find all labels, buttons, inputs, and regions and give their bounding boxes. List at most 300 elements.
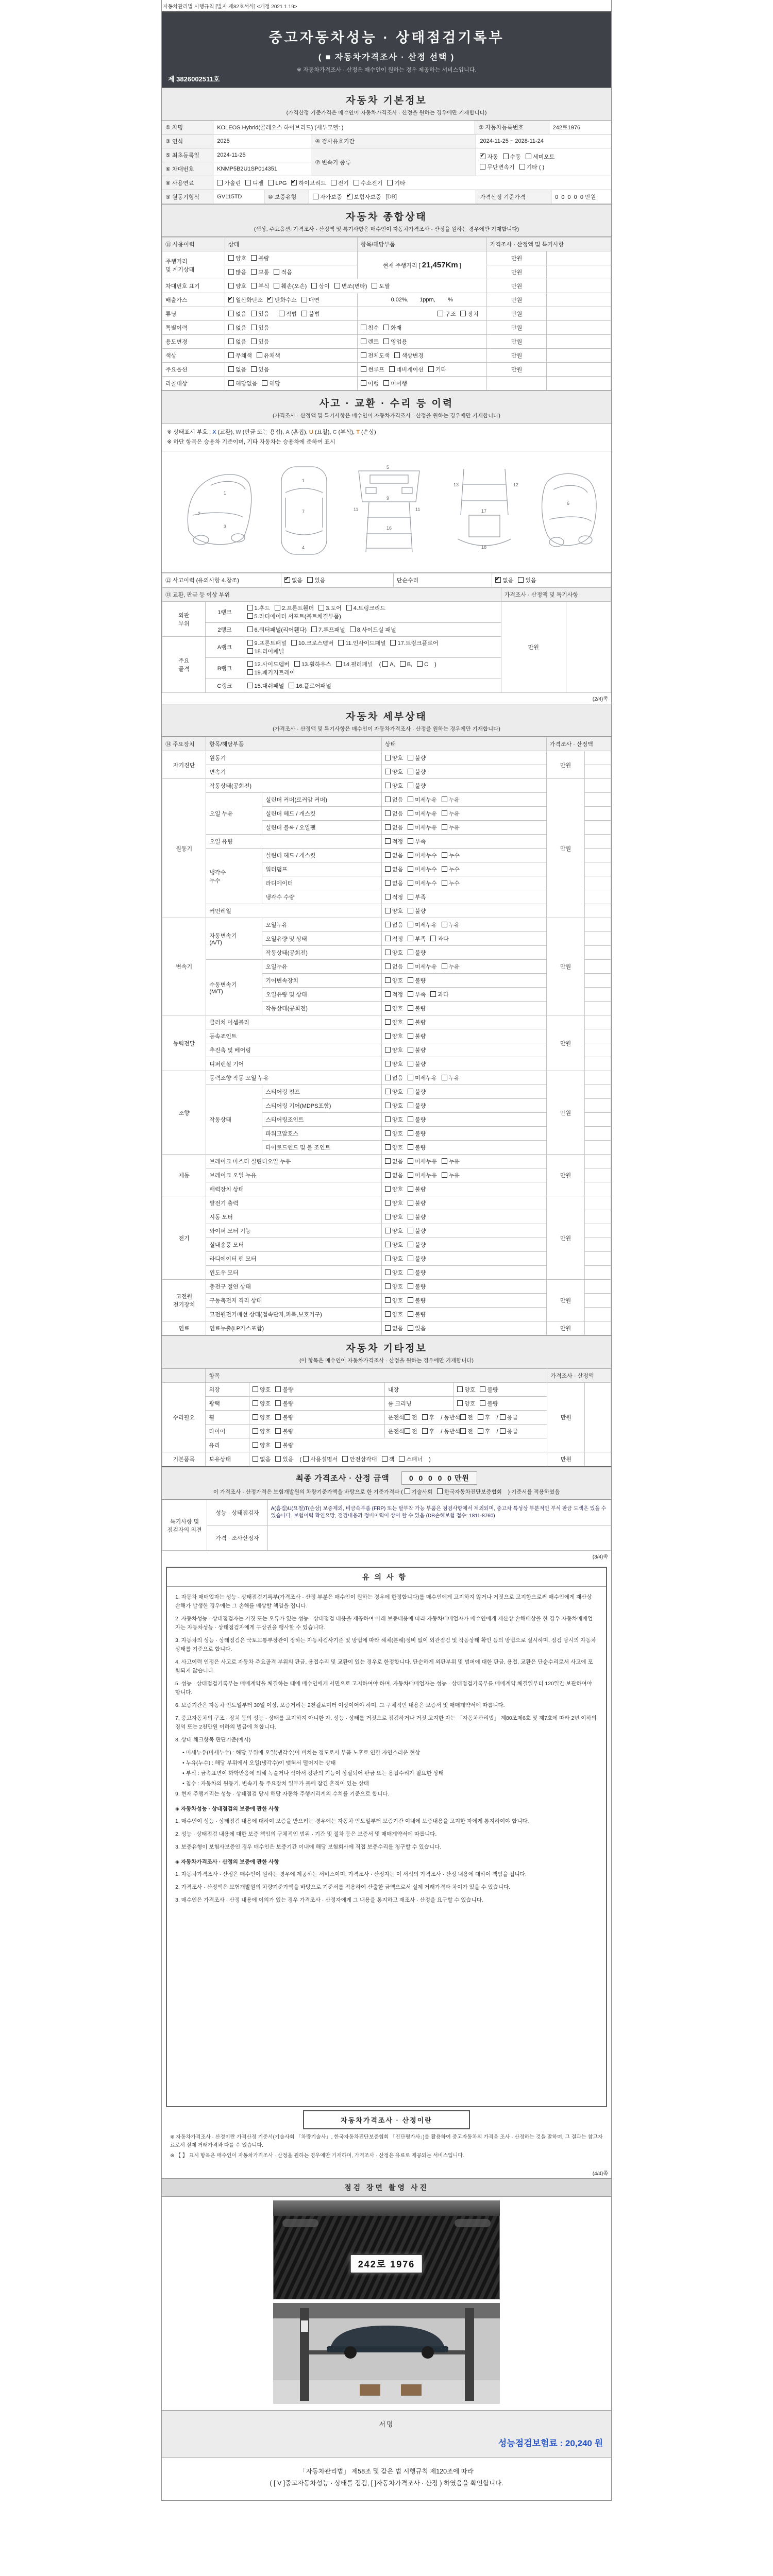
checkbox[interactable]: [342, 1456, 348, 1462]
checkbox[interactable]: [478, 1428, 483, 1434]
checkbox[interactable]: [228, 255, 234, 261]
checkbox[interactable]: [338, 640, 344, 646]
checkbox[interactable]: [500, 1414, 506, 1420]
checkbox-option[interactable]: 양호: [385, 1018, 403, 1026]
checkbox[interactable]: [385, 810, 391, 816]
checkbox-option[interactable]: 불량: [408, 1115, 426, 1124]
checkbox[interactable]: [408, 1116, 413, 1122]
checkbox-option[interactable]: 미세누유: [408, 1171, 437, 1179]
checkbox-option[interactable]: 불량: [408, 768, 426, 776]
checkbox-option[interactable]: C: [417, 661, 428, 668]
checkbox[interactable]: [442, 963, 447, 969]
checkbox[interactable]: [303, 1456, 309, 1462]
checkbox-option[interactable]: 장치: [460, 310, 478, 318]
checkbox-option[interactable]: 가솔린: [217, 179, 241, 187]
checkbox[interactable]: [275, 1386, 281, 1392]
checkbox[interactable]: [262, 380, 267, 386]
checkbox-option[interactable]: 없음: [228, 365, 246, 374]
checkbox[interactable]: [480, 164, 485, 170]
checkbox-option[interactable]: 훼손(오손): [274, 282, 307, 290]
checkbox-option[interactable]: 수소전기: [354, 179, 383, 187]
checkbox-option[interactable]: 양호: [385, 1004, 403, 1012]
checkbox-option[interactable]: 이행: [361, 379, 379, 387]
checkbox[interactable]: [385, 894, 391, 900]
checkbox-option[interactable]: 불량: [408, 1185, 426, 1193]
checkbox-option[interactable]: 누유: [442, 921, 460, 929]
checkbox[interactable]: [268, 180, 274, 185]
checkbox-option[interactable]: 불량: [408, 1255, 426, 1263]
checkbox[interactable]: [385, 922, 391, 927]
checkbox-option[interactable]: 12.사이드멤버: [247, 660, 290, 668]
checkbox[interactable]: [354, 180, 359, 185]
checkbox-option[interactable]: 4.트렁크리드: [346, 604, 385, 612]
checkbox[interactable]: [385, 1172, 391, 1178]
checkbox[interactable]: [346, 605, 352, 611]
checkbox[interactable]: [387, 180, 393, 185]
checkbox-option[interactable]: 없음: [385, 1157, 403, 1165]
checkbox-option[interactable]: 양호: [228, 282, 246, 290]
checkbox-option[interactable]: 화재: [383, 324, 401, 332]
checkbox[interactable]: [385, 1242, 391, 1247]
checkbox[interactable]: [442, 810, 447, 816]
checkbox[interactable]: [430, 991, 436, 997]
checkbox-option[interactable]: 양호: [385, 1185, 403, 1193]
checkbox[interactable]: [228, 269, 234, 275]
checkbox-option[interactable]: 없음: [385, 823, 403, 832]
checkbox-option[interactable]: 양호: [253, 1413, 271, 1421]
checkbox-option[interactable]: 적법: [279, 310, 297, 318]
checkbox-option[interactable]: 과다: [430, 935, 448, 943]
checkbox[interactable]: [301, 297, 307, 302]
checkbox-option[interactable]: 불량: [408, 1004, 426, 1012]
checkbox[interactable]: [408, 1019, 413, 1025]
checkbox-option[interactable]: 불량: [275, 1413, 293, 1421]
checkbox[interactable]: [408, 1075, 413, 1080]
checkbox[interactable]: [408, 977, 413, 983]
checkbox-option[interactable]: 15.대쉬패널: [247, 682, 284, 690]
checkbox-option[interactable]: 양호: [385, 1255, 403, 1263]
checkbox-option[interactable]: ✔ 없음: [495, 576, 513, 584]
checkbox[interactable]: [408, 1242, 413, 1247]
checkbox-option[interactable]: 미세누유: [408, 823, 437, 832]
checkbox-option[interactable]: 없음: [228, 337, 246, 346]
checkbox-option[interactable]: 미세누유: [408, 962, 437, 971]
checkbox-option[interactable]: 무채색: [228, 351, 252, 360]
checkbox-option[interactable]: 없음: [385, 962, 403, 971]
checkbox[interactable]: [408, 1033, 413, 1039]
checkbox[interactable]: [228, 380, 234, 386]
checkbox-option[interactable]: 썬루프: [361, 365, 384, 374]
checkbox-option[interactable]: 없음: [228, 324, 246, 332]
checkbox[interactable]: [336, 661, 342, 667]
checkbox-option[interactable]: 양호: [385, 1046, 403, 1054]
checkbox[interactable]: [253, 1414, 258, 1420]
checkbox[interactable]: [385, 1061, 391, 1066]
checkbox-option[interactable]: 없음: [228, 310, 246, 318]
checkbox[interactable]: [519, 164, 525, 170]
checkbox[interactable]: [385, 1144, 391, 1150]
checkbox[interactable]: [251, 311, 257, 316]
checkbox[interactable]: [408, 769, 413, 774]
checkbox[interactable]: [408, 950, 413, 955]
checkbox[interactable]: [480, 154, 485, 159]
checkbox-option[interactable]: 잭: [382, 1455, 395, 1463]
checkbox-option[interactable]: 누수: [442, 851, 460, 859]
checkbox[interactable]: [430, 936, 436, 941]
checkbox-option[interactable]: 양호: [253, 1385, 271, 1394]
checkbox-option[interactable]: 누유: [442, 1171, 460, 1179]
checkbox[interactable]: [251, 338, 257, 344]
checkbox[interactable]: [247, 648, 253, 654]
checkbox-option[interactable]: 누유: [442, 823, 460, 832]
checkbox-option[interactable]: 양호: [385, 1088, 403, 1096]
checkbox-option[interactable]: 변조(변타): [334, 282, 367, 290]
checkbox[interactable]: [457, 1400, 463, 1406]
checkbox[interactable]: [267, 297, 273, 302]
checkbox-option[interactable]: 매연: [301, 296, 320, 304]
checkbox[interactable]: [361, 338, 366, 344]
checkbox[interactable]: [275, 1414, 281, 1420]
checkbox[interactable]: [385, 1005, 391, 1011]
checkbox-option[interactable]: 양호: [385, 1115, 403, 1124]
checkbox-option[interactable]: 미이행: [383, 379, 407, 387]
checkbox-option[interactable]: 상이: [311, 282, 329, 290]
checkbox-option[interactable]: 있음: [275, 1455, 293, 1463]
checkbox[interactable]: [385, 1297, 391, 1303]
checkbox[interactable]: [318, 605, 324, 611]
checkbox-option[interactable]: ✔ 하이브리드: [291, 179, 326, 187]
checkbox[interactable]: [480, 1400, 485, 1406]
checkbox[interactable]: [217, 180, 223, 185]
checkbox[interactable]: [228, 366, 234, 372]
checkbox[interactable]: [385, 1269, 391, 1275]
checkbox[interactable]: [460, 1428, 466, 1434]
checkbox-option[interactable]: 불량: [408, 907, 426, 915]
checkbox[interactable]: [385, 880, 391, 886]
checkbox-option[interactable]: 사용설명서: [303, 1455, 338, 1463]
checkbox[interactable]: [480, 1386, 485, 1392]
checkbox[interactable]: [442, 824, 447, 830]
checkbox-option[interactable]: 미세누유: [408, 795, 437, 804]
checkbox[interactable]: [405, 1428, 410, 1434]
checkbox[interactable]: [251, 283, 257, 289]
checkbox-option[interactable]: 누유: [442, 962, 460, 971]
checkbox[interactable]: [442, 852, 447, 858]
checkbox-option[interactable]: 미세누유: [408, 809, 437, 818]
checkbox-option[interactable]: 양호: [385, 1199, 403, 1207]
checkbox[interactable]: [417, 661, 423, 667]
checkbox[interactable]: [408, 880, 413, 886]
checkbox[interactable]: [251, 366, 257, 372]
checkbox[interactable]: [390, 640, 396, 646]
checkbox[interactable]: [442, 880, 447, 886]
checkbox[interactable]: [385, 838, 391, 844]
checkbox[interactable]: [408, 810, 413, 816]
checkbox-option[interactable]: 없음: [385, 1171, 403, 1179]
checkbox[interactable]: [408, 1325, 413, 1331]
checkbox[interactable]: [408, 894, 413, 900]
checkbox[interactable]: [478, 1414, 483, 1420]
checkbox[interactable]: [251, 255, 257, 261]
checkbox-option[interactable]: 2.프론트휀더: [275, 604, 314, 612]
checkbox[interactable]: [307, 577, 313, 583]
checkbox[interactable]: [405, 1414, 410, 1420]
checkbox-option[interactable]: 영업용: [383, 337, 407, 346]
checkbox[interactable]: [247, 613, 253, 619]
checkbox-option[interactable]: 없음: [385, 1074, 403, 1082]
checkbox[interactable]: [275, 1456, 281, 1462]
checkbox-option[interactable]: 양호: [385, 1310, 403, 1318]
checkbox-option[interactable]: 자가보증: [313, 193, 342, 201]
checkbox-option[interactable]: 양호: [385, 976, 403, 985]
checkbox-option[interactable]: 양호: [253, 1441, 271, 1449]
checkbox[interactable]: [385, 908, 391, 913]
checkbox[interactable]: [228, 283, 234, 289]
checkbox[interactable]: [442, 1158, 447, 1164]
checkbox[interactable]: [385, 755, 391, 760]
checkbox[interactable]: [257, 352, 262, 358]
checkbox[interactable]: [385, 977, 391, 983]
checkbox-option[interactable]: 양호: [385, 1129, 403, 1138]
checkbox[interactable]: [245, 180, 251, 185]
checkbox[interactable]: [408, 1297, 413, 1303]
checkbox-option[interactable]: 불량: [408, 948, 426, 957]
checkbox-option[interactable]: ✔ 보험사보증: [347, 193, 381, 201]
checkbox[interactable]: [385, 963, 391, 969]
checkbox-option[interactable]: 양호: [385, 768, 403, 776]
checkbox-option[interactable]: 후: [422, 1427, 435, 1435]
checkbox-option[interactable]: 렌트: [361, 337, 379, 346]
checkbox[interactable]: [385, 950, 391, 955]
checkbox[interactable]: [251, 269, 257, 275]
checkbox-option[interactable]: 미세누유: [408, 1074, 437, 1082]
checkbox[interactable]: [408, 1228, 413, 1233]
checkbox-option[interactable]: 불량: [275, 1441, 293, 1449]
checkbox-option[interactable]: 디젤: [245, 179, 263, 187]
checkbox-option[interactable]: ✔ 탄화수소: [267, 296, 297, 304]
checkbox[interactable]: [275, 1428, 281, 1434]
checkbox-option[interactable]: 부족: [408, 990, 426, 998]
checkbox-option[interactable]: 후: [422, 1413, 435, 1421]
checkbox-option[interactable]: 불량: [408, 1129, 426, 1138]
checkbox[interactable]: [275, 1442, 281, 1448]
checkbox[interactable]: [291, 180, 297, 185]
checkbox[interactable]: [228, 297, 234, 302]
checkbox-option[interactable]: 전: [460, 1413, 473, 1421]
checkbox[interactable]: [408, 991, 413, 997]
checkbox-option[interactable]: ✔ 일산화탄소: [228, 296, 263, 304]
checkbox[interactable]: [408, 1130, 413, 1136]
checkbox-option[interactable]: 전: [405, 1413, 417, 1421]
checkbox-option[interactable]: 양호: [385, 1032, 403, 1040]
checkbox-option[interactable]: 기술사회: [405, 1488, 433, 1496]
checkbox[interactable]: [311, 283, 317, 289]
checkbox[interactable]: [408, 1283, 413, 1289]
checkbox-option[interactable]: 불량: [408, 782, 426, 790]
checkbox[interactable]: [460, 1414, 466, 1420]
checkbox-option[interactable]: 응급: [500, 1427, 518, 1435]
checkbox[interactable]: [408, 1214, 413, 1219]
checkbox-option[interactable]: 양호: [457, 1399, 475, 1408]
checkbox-option[interactable]: ✔자동: [480, 152, 498, 161]
checkbox-option[interactable]: LPG: [268, 180, 287, 187]
checkbox-option[interactable]: 누유: [442, 1074, 460, 1082]
checkbox[interactable]: [408, 1061, 413, 1066]
checkbox-option[interactable]: 18.리어패널: [247, 647, 284, 655]
checkbox-option[interactable]: 양호: [253, 1399, 271, 1408]
checkbox[interactable]: [383, 380, 389, 386]
checkbox[interactable]: [361, 352, 366, 358]
checkbox-option[interactable]: 보통: [251, 268, 269, 276]
checkbox[interactable]: [253, 1386, 258, 1392]
checkbox-option[interactable]: 14.필러패널: [336, 660, 373, 668]
checkbox[interactable]: [383, 325, 389, 330]
checkbox-option[interactable]: 불량: [408, 1213, 426, 1221]
checkbox[interactable]: [442, 922, 447, 927]
checkbox-option[interactable]: 세미오토: [526, 152, 555, 161]
checkbox[interactable]: [422, 1428, 428, 1434]
checkbox-option[interactable]: 해당: [262, 379, 280, 387]
checkbox-option[interactable]: 있음: [251, 337, 269, 346]
checkbox-option[interactable]: 불량: [251, 254, 269, 262]
checkbox-option[interactable]: 해당없음: [228, 379, 258, 387]
checkbox[interactable]: [385, 1311, 391, 1317]
checkbox[interactable]: [495, 577, 501, 583]
checkbox-option[interactable]: 없음: [385, 851, 403, 859]
checkbox[interactable]: [399, 1456, 405, 1462]
checkbox-option[interactable]: 불량: [408, 1296, 426, 1304]
checkbox[interactable]: [408, 1144, 413, 1150]
checkbox[interactable]: [385, 783, 391, 788]
checkbox-option[interactable]: 양호: [253, 1427, 271, 1435]
checkbox-option[interactable]: 13.휠하우스: [294, 660, 331, 668]
checkbox-option[interactable]: 불량: [275, 1427, 293, 1435]
checkbox[interactable]: [438, 311, 443, 316]
checkbox-option[interactable]: 8.사이드실 패널: [350, 625, 396, 634]
checkbox-option[interactable]: 전: [460, 1427, 473, 1435]
checkbox[interactable]: [294, 661, 300, 667]
checkbox[interactable]: [503, 154, 509, 159]
checkbox-option[interactable]: 후: [478, 1413, 491, 1421]
checkbox-option[interactable]: 불량: [408, 1060, 426, 1068]
checkbox[interactable]: [385, 1228, 391, 1233]
checkbox-option[interactable]: 기타: [387, 179, 405, 187]
checkbox-option[interactable]: 수동: [503, 152, 521, 161]
checkbox-option[interactable]: 불량: [408, 1199, 426, 1207]
checkbox[interactable]: [291, 640, 297, 646]
checkbox[interactable]: [275, 605, 280, 611]
checkbox-option[interactable]: 기타: [428, 365, 446, 374]
checkbox[interactable]: [228, 325, 234, 330]
checkbox-option[interactable]: 네비게이션: [389, 365, 424, 374]
checkbox[interactable]: [385, 769, 391, 774]
checkbox-option[interactable]: 부족: [408, 935, 426, 943]
checkbox-option[interactable]: 도말: [372, 282, 390, 290]
checkbox-option[interactable]: 적음: [274, 268, 292, 276]
checkbox-option[interactable]: 없음: [253, 1455, 271, 1463]
checkbox[interactable]: [372, 283, 377, 289]
checkbox[interactable]: [460, 311, 466, 316]
checkbox[interactable]: [408, 852, 413, 858]
checkbox-option[interactable]: 없음: [385, 809, 403, 818]
checkbox[interactable]: [422, 1414, 428, 1420]
checkbox-option[interactable]: 누유: [442, 809, 460, 818]
checkbox[interactable]: [385, 1019, 391, 1025]
checkbox[interactable]: [228, 338, 234, 344]
checkbox[interactable]: [526, 154, 531, 159]
checkbox[interactable]: [253, 1400, 258, 1406]
checkbox[interactable]: [385, 936, 391, 941]
checkbox-option[interactable]: 색상변경: [394, 351, 424, 360]
checkbox-option[interactable]: 1.후드: [247, 604, 270, 612]
checkbox[interactable]: [350, 626, 356, 632]
checkbox-option[interactable]: 불량: [408, 1268, 426, 1277]
checkbox[interactable]: [274, 283, 279, 289]
checkbox[interactable]: [385, 866, 391, 872]
checkbox[interactable]: [408, 922, 413, 927]
checkbox-option[interactable]: 양호: [385, 1213, 403, 1221]
checkbox[interactable]: [385, 1116, 391, 1122]
checkbox-option[interactable]: 양호: [385, 1060, 403, 1068]
checkbox-option[interactable]: 구조: [438, 310, 456, 318]
checkbox[interactable]: [408, 1186, 413, 1192]
checkbox[interactable]: [408, 1158, 413, 1164]
checkbox[interactable]: [284, 577, 290, 583]
checkbox[interactable]: [247, 640, 253, 646]
checkbox-option[interactable]: 있음: [408, 1324, 426, 1332]
checkbox-option[interactable]: 후: [478, 1427, 491, 1435]
checkbox[interactable]: [228, 352, 234, 358]
checkbox[interactable]: [428, 366, 434, 372]
checkbox-option[interactable]: 적정: [385, 935, 403, 943]
checkbox[interactable]: [385, 1256, 391, 1261]
checkbox-option[interactable]: 양호: [385, 1227, 403, 1235]
checkbox[interactable]: [500, 1428, 506, 1434]
checkbox-option[interactable]: 19.패키지트레이: [247, 668, 295, 676]
checkbox-option[interactable]: 양호: [385, 1268, 403, 1277]
checkbox-option[interactable]: 누수: [442, 879, 460, 887]
checkbox[interactable]: [313, 194, 318, 199]
checkbox-option[interactable]: 불량: [408, 1101, 426, 1110]
checkbox[interactable]: [408, 838, 413, 844]
checkbox[interactable]: [385, 1103, 391, 1108]
checkbox-option[interactable]: 양호: [385, 1143, 403, 1151]
checkbox[interactable]: [385, 1158, 391, 1164]
checkbox[interactable]: [518, 577, 524, 583]
checkbox-option[interactable]: 누유: [442, 1157, 460, 1165]
checkbox[interactable]: [385, 1033, 391, 1039]
checkbox[interactable]: [385, 1325, 391, 1331]
checkbox[interactable]: [289, 683, 294, 688]
checkbox[interactable]: [408, 1311, 413, 1317]
checkbox-option[interactable]: 불량: [408, 1018, 426, 1026]
checkbox[interactable]: [385, 1200, 391, 1206]
checkbox-option[interactable]: 무단변속기: [480, 163, 514, 171]
checkbox-option[interactable]: 전체도색: [361, 351, 390, 360]
checkbox-option[interactable]: 없음: [385, 795, 403, 804]
checkbox-option[interactable]: 누수: [442, 865, 460, 873]
checkbox[interactable]: [408, 963, 413, 969]
checkbox-option[interactable]: 있음: [251, 310, 269, 318]
checkbox[interactable]: [408, 1172, 413, 1178]
checkbox[interactable]: [253, 1428, 258, 1434]
checkbox-option[interactable]: 없음: [385, 879, 403, 887]
checkbox-option[interactable]: 있음: [251, 324, 269, 332]
checkbox-option[interactable]: 누유: [442, 795, 460, 804]
checkbox-option[interactable]: 16.플로어패널: [289, 682, 331, 690]
checkbox[interactable]: [408, 1256, 413, 1261]
checkbox-option[interactable]: 10.크로스멤버: [291, 639, 333, 647]
